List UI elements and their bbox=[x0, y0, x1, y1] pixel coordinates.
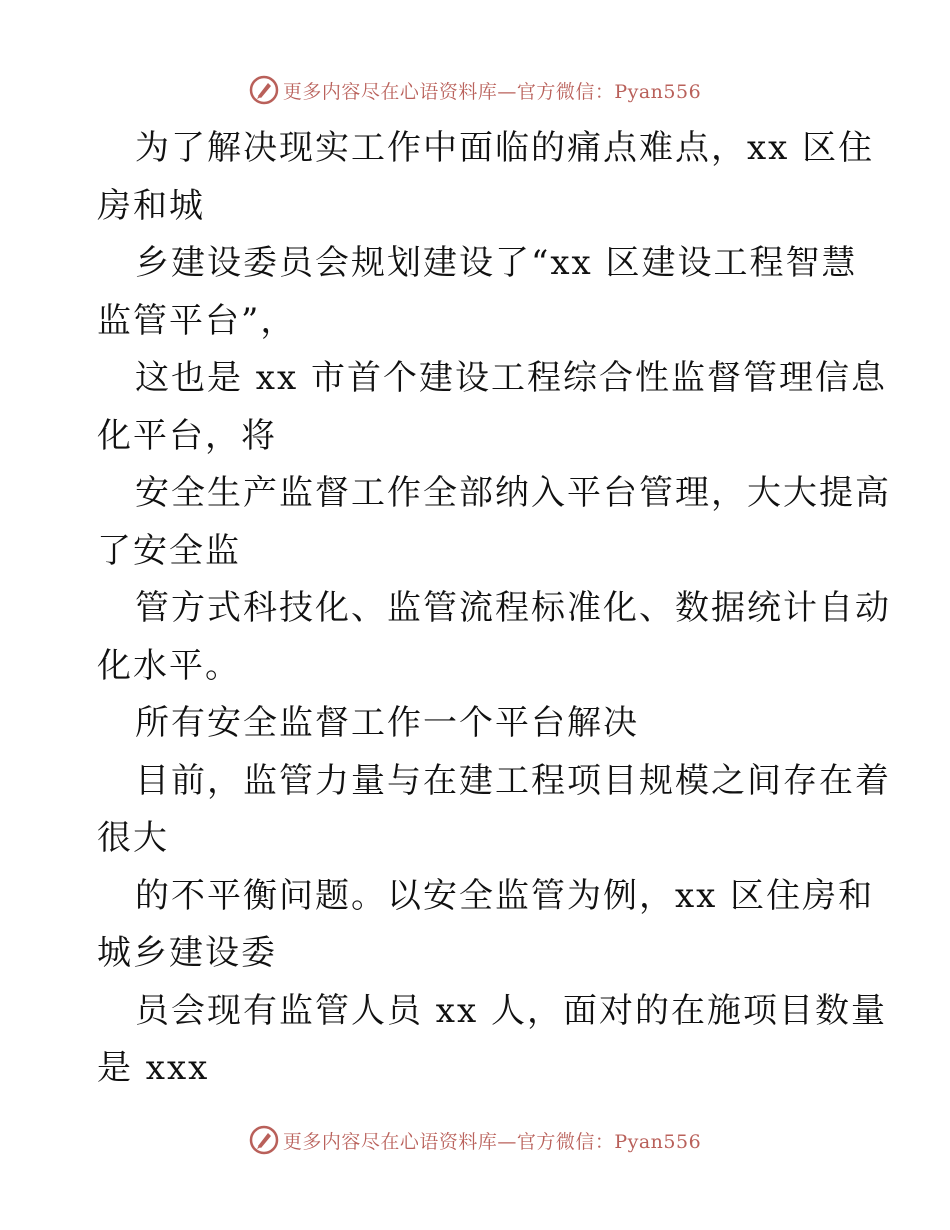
header-watermark-text: 更多内容尽在心语资料库—官方微信：Pyan556 bbox=[282, 80, 702, 103]
body-line: 为了解决现实工作中面临的痛点难点，xx 区住 bbox=[135, 128, 875, 168]
body-line: 乡建设委员会规划建设了“xx 区建设工程智慧 bbox=[135, 243, 858, 283]
body-line: 员会现有监管人员 xx 人，面对的在施项目数量 bbox=[135, 990, 887, 1031]
footer-watermark-text: 更多内容尽在心语资料库—官方微信：Pyan556 bbox=[282, 1130, 702, 1153]
body-line: 所有安全监督工作一个平台解决 bbox=[135, 703, 639, 743]
body-line: 化水平。 bbox=[97, 645, 241, 686]
body-line: 城乡建设委 bbox=[97, 933, 277, 973]
body-line: 了安全监 bbox=[97, 530, 241, 571]
body-line: 房和城 bbox=[97, 185, 205, 226]
body-line: 是 xxx bbox=[97, 1048, 210, 1088]
body-line: 安全生产监督工作全部纳入平台管理，大大提高 bbox=[135, 473, 891, 513]
body-line: 这也是 xx 市首个建设工程综合性监督管理信息 bbox=[135, 358, 887, 398]
pen-logo-icon bbox=[249, 1125, 279, 1155]
body-line: 的不平衡问题。以安全监管为例，xx 区住房和 bbox=[135, 875, 875, 916]
body-line: 化平台，将 bbox=[97, 415, 277, 456]
pen-logo-icon bbox=[249, 75, 279, 105]
document-body bbox=[97, 120, 891, 1098]
footer-watermark bbox=[0, 1120, 950, 1160]
body-line: 目前，监管力量与在建工程项目规模之间存在着 bbox=[135, 760, 891, 801]
body-line: 监管平台”， bbox=[97, 300, 297, 341]
header-watermark bbox=[0, 70, 950, 110]
body-line: 很大 bbox=[97, 818, 169, 858]
body-line: 管方式科技化、监管流程标准化、数据统计自动 bbox=[135, 588, 891, 628]
